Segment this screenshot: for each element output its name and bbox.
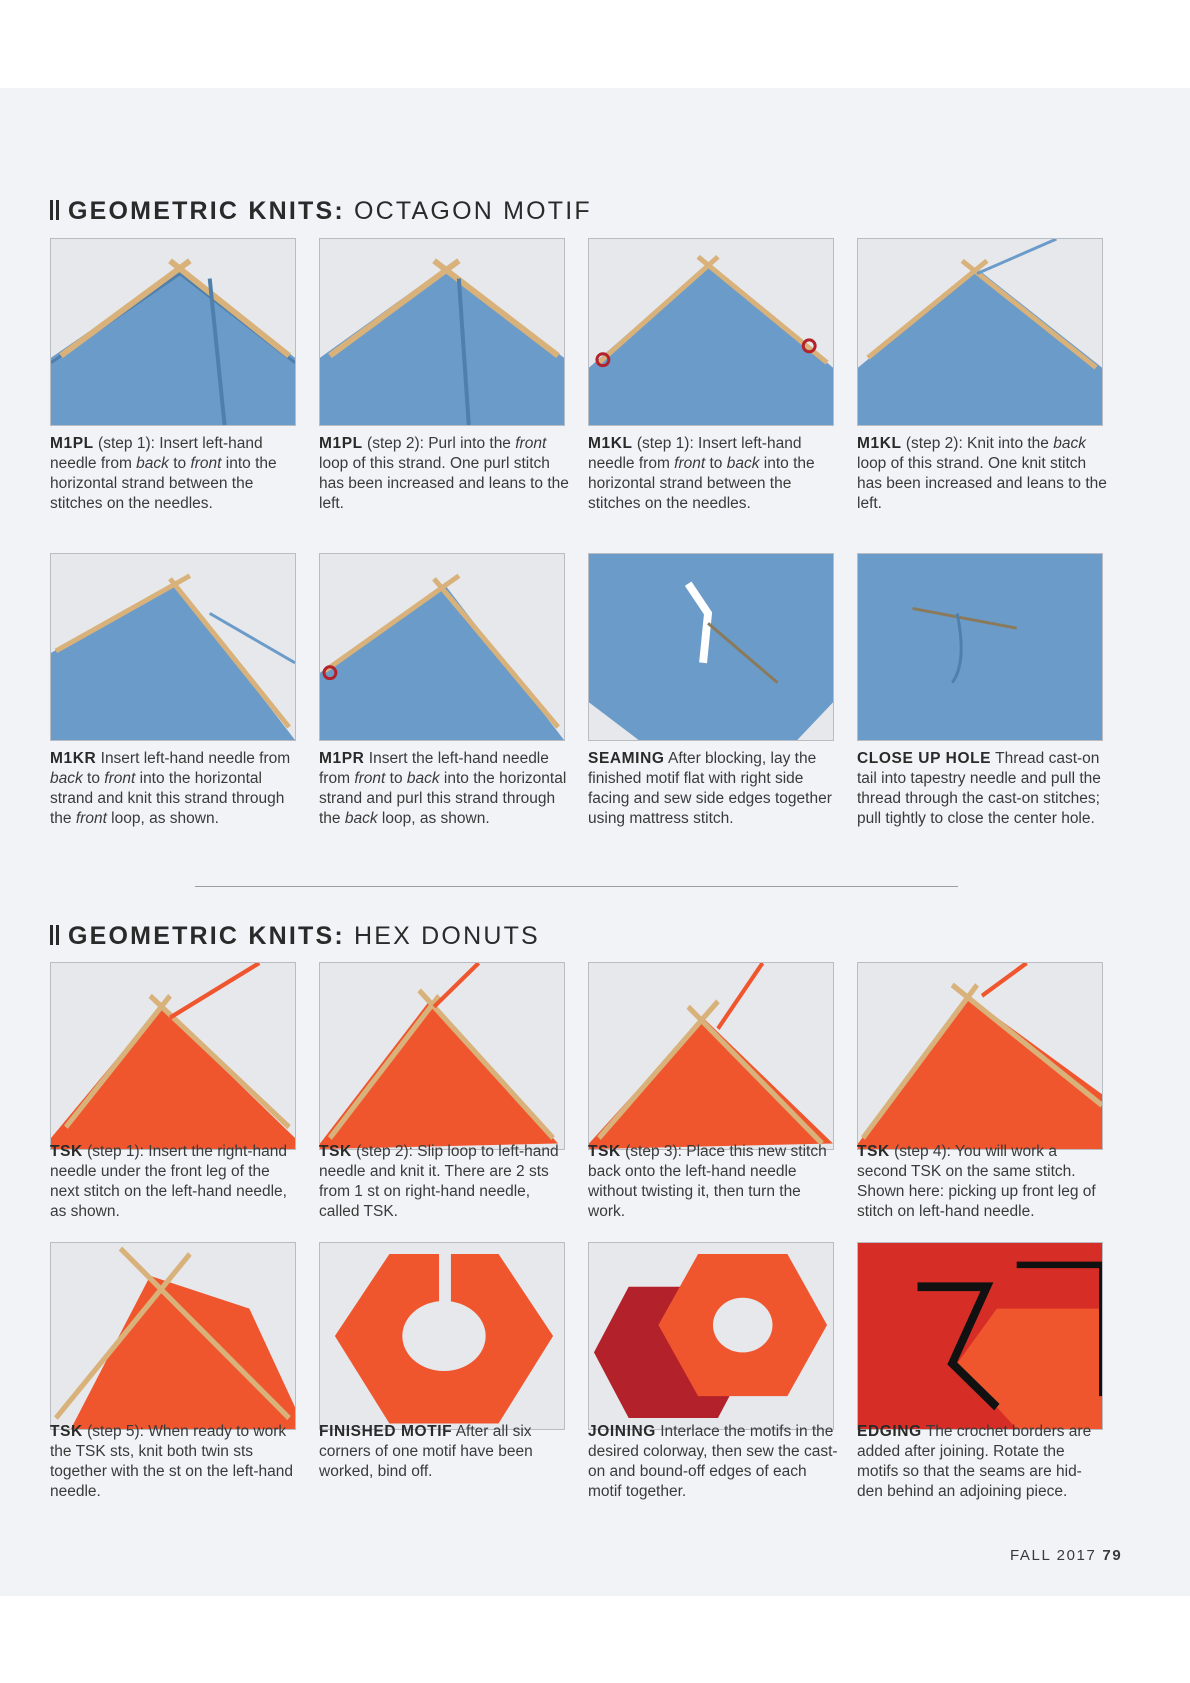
caption-tsk-step4: TSK (step 4): You will work a second TSK on the same stitch. Shown here: picking up front leg of stitch on left-hand needle. (857, 1143, 1096, 1220)
caption-close-up-hole: CLOSE UP HOLE Thread cast-on tail into tapestry needle and pull the thread through the cast-on stitches; pull tightly to close the center hole. (857, 750, 1101, 827)
photo-m1kl-step1 (588, 238, 834, 426)
caption-tsk-step5: TSK (step 5): When ready to work the TSK sts, knit both twin sts together with the st on the left-hand needle. (50, 1423, 293, 1500)
photo-m1kl-step2 (857, 238, 1103, 426)
photo-finished-motif (319, 1242, 565, 1430)
photo-m1pl-step2 (319, 238, 565, 426)
section-title-octagon: GEOMETRIC KNITS: OCTAGON MOTIF (50, 197, 592, 226)
caption-joining: JOINING Interlace the motifs in the desired colorway, then sew the cast-on and bound-off edges of each motif together. (588, 1423, 838, 1500)
caption-m1pr: M1PR Insert the left-hand needle from front to back into the horizontal strand and purl this strand through the back loop, as shown. (319, 750, 567, 827)
photo-tsk-step5 (50, 1242, 296, 1430)
photo-tsk-step1 (50, 962, 296, 1150)
caption-edging: EDGING The crochet borders are added after joining. Rotate the motifs so that the seams are hid-den behind an adjoining piece. (857, 1423, 1092, 1500)
caption-m1pl-step1: M1PL (step 1): Insert left-hand needle from back to front into the horizontal strand between the stitches on the needles. (50, 435, 277, 512)
caption-seaming: SEAMING After blocking, lay the finished motif flat with right side facing and sew side edges together using mattress stitch. (588, 750, 832, 827)
caption-m1pl-step2: M1PL (step 2): Purl into the front loop of this strand. One purl stitch has been increased and leans to the left. (319, 435, 569, 512)
caption-m1kl-step1: M1KL (step 1): Insert left-hand needle from front to back into the horizontal strand between the stitches on the needles. (588, 435, 815, 512)
section-divider (195, 886, 958, 887)
photo-tsk-step2 (319, 962, 565, 1150)
page-number: 79 (1102, 1547, 1123, 1564)
caption-tsk-step2: TSK (step 2): Slip loop to left-hand needle and knit it. There are 2 sts from 1 st on right-hand needle, called TSK. (319, 1143, 559, 1220)
photo-m1kr (50, 553, 296, 741)
issue-label: FALL 2017 (1010, 1547, 1097, 1564)
photo-close-up-hole (857, 553, 1103, 741)
photo-seaming (588, 553, 834, 741)
photo-m1pl-step1 (50, 238, 296, 426)
page-folio (1010, 1547, 1122, 1564)
photo-m1pr (319, 553, 565, 741)
photo-edging (857, 1242, 1103, 1430)
photo-joining (588, 1242, 834, 1430)
caption-finished-motif: FINISHED MOTIF After all six corners of one motif have been worked, bind off. (319, 1423, 533, 1480)
photo-tsk-step3 (588, 962, 834, 1150)
section-title-hex-donuts: GEOMETRIC KNITS: HEX DONUTS (50, 922, 540, 951)
photo-tsk-step4 (857, 962, 1103, 1150)
caption-m1kl-step2: M1KL (step 2): Knit into the back loop of this strand. One knit stitch has been increased and leans to the left. (857, 435, 1107, 512)
caption-m1kr: M1KR Insert left-hand needle from back to front into the horizontal strand and knit this strand through the front loop, as shown. (50, 750, 291, 827)
caption-tsk-step3: TSK (step 3): Place this new stitch back onto the left-hand needle without twisting it, then turn the work. (588, 1143, 827, 1220)
caption-tsk-step1: TSK (step 1): Insert the right-hand needle under the front leg of the next stitch on the left-hand needle, as shown. (50, 1143, 287, 1220)
